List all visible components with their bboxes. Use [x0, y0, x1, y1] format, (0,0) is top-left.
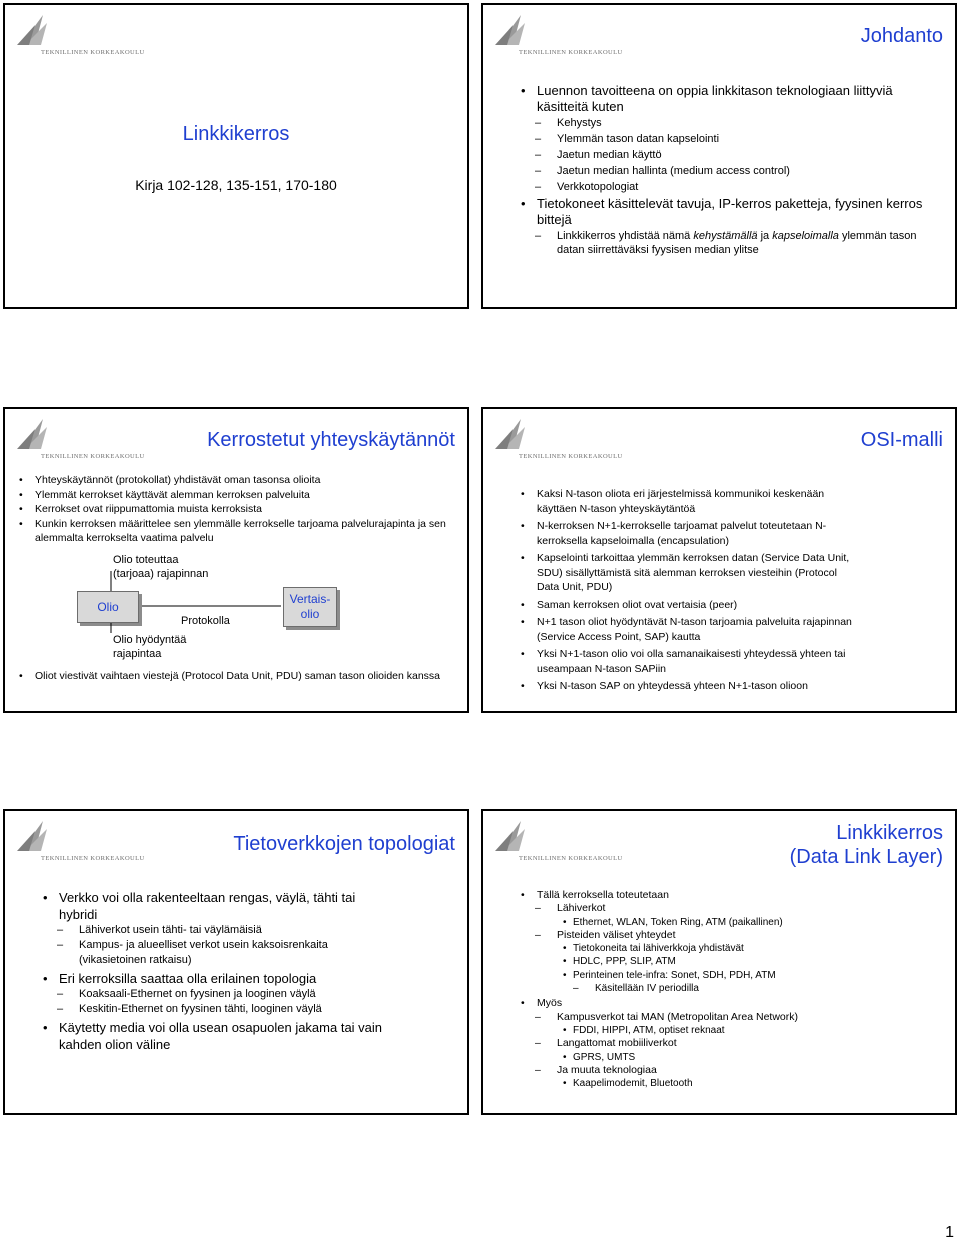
- slide-kerrostetut-yhteyskaytannot: [3, 407, 469, 713]
- list-item: • Kunkin kerroksen määrittelee sen ylemmälle kerrokselle tarjoama palvelurajapinta ja sen alemmalta kerrokselta vaatima palvelu: [35, 517, 455, 546]
- slide-title: OSI-malli: [860, 429, 943, 451]
- diagram-label-protocol: Protokolla: [181, 615, 230, 627]
- logo-wing-icon: [491, 415, 601, 455]
- diagram-box-olio: Olio: [77, 591, 139, 623]
- list-item: – Keskitin-Ethernet on fyysinen tähti, looginen väylä: [79, 1002, 389, 1017]
- diagram-box-vertaisolio: Vertais- olio: [283, 587, 337, 627]
- list-item: • Luennon tavoitteena on oppia linkkitason teknologiaan liittyviä käsitteitä kuten: [537, 83, 937, 115]
- slide-body: [537, 83, 937, 257]
- list-item: • Verkko voi olla rakenteeltaan rengas, väylä, tähti tai hybridi: [59, 889, 389, 923]
- list-item: • Tietokoneet käsittelevät tavuja, IP-kerros paketteja, fyysinen kerros bittejä: [537, 196, 937, 228]
- logo-wing-icon: [491, 11, 601, 51]
- slide-body-footer: [35, 669, 455, 683]
- list-item: • Kapselointi tarkoittaa ylemmän kerroksen datan (Service Data Unit, SDU) sisällyttämistä sitä alemman kerroksen viesteihin (Protocol Data Unit, PDU): [537, 551, 855, 595]
- list-item: • N-kerroksen N+1-kerrokselle tarjoamat palvelut toteutetaan N-kerroksella kapseloimalla (encapsulation): [537, 519, 855, 548]
- list-item: – Jaetun median käyttö: [557, 147, 937, 163]
- list-item: – Käsitellään IV periodilla: [595, 982, 937, 995]
- list-item: • Käytetty media voi olla usean osapuolen jakama tai vain kahden olion väline: [59, 1019, 389, 1053]
- list-item: • Kaksi N-tason oliota eri järjestelmissä kommunikoi keskenään käyttäen N-tason yhteyskäytäntöä: [537, 487, 855, 516]
- slide-johdanto: [481, 3, 957, 309]
- list-item: – Pisteiden väliset yhteydet: [557, 929, 937, 942]
- list-item: • GPRS, UMTS: [573, 1051, 937, 1064]
- university-logo: [491, 11, 623, 59]
- list-item: • Ethernet, WLAN, Token Ring, ATM (paikallinen): [573, 916, 937, 929]
- logo-text: TEKNILLINEN KORKEAKOULU: [41, 855, 145, 862]
- list-item: • Tällä kerroksella toteutetaan: [537, 889, 937, 902]
- list-item: – Koaksaali-Ethernet on fyysinen ja looginen väylä: [79, 987, 389, 1002]
- list-item: – Ja muuta teknologiaa: [557, 1064, 937, 1077]
- list-item: – Ylemmän tason datan kapselointi: [557, 131, 937, 147]
- list-item: • Yksi N-tason SAP on yhteydessä yhteen N+1-tason olioon: [537, 679, 855, 694]
- list-item: – Kampusverkot tai MAN (Metropolitan Area Network): [557, 1011, 937, 1024]
- list-item: • Perinteinen tele-infra: Sonet, SDH, PDH, ATM: [573, 969, 937, 982]
- diagram-connector-lines: [5, 409, 469, 713]
- list-item: • HDLC, PPP, SLIP, ATM: [573, 955, 937, 968]
- list-item: • Tietokoneita tai lähiverkkoja yhdistävät: [573, 942, 937, 955]
- slide-title: Linkkikerros (Data Link Layer): [789, 822, 943, 868]
- logo-text: TEKNILLINEN KORKEAKOULU: [519, 49, 623, 56]
- list-item: • N+1 tason oliot hyödyntävät N-tason tarjoamia palveluita rajapinnan (Service Access Point, SAP) kautta: [537, 615, 855, 644]
- list-item: – Verkkotopologiat: [557, 179, 937, 195]
- logo-wing-icon: [491, 817, 601, 857]
- logo-text: TEKNILLINEN KORKEAKOULU: [519, 855, 623, 862]
- university-logo: [13, 817, 145, 865]
- list-item: • Ylemmät kerrokset käyttävät alemman kerroksen palveluita: [35, 488, 455, 503]
- page-number: 1: [945, 1224, 954, 1241]
- list-item: • FDDI, HIPPI, ATM, optiset reknaat: [573, 1024, 937, 1037]
- slide-title: Tietoverkkojen topologiat: [233, 833, 455, 855]
- slide-title: Johdanto: [860, 25, 943, 47]
- list-item: – Kehystys: [557, 115, 937, 131]
- slide-osi-malli: [481, 407, 957, 713]
- list-item: • Kerrokset ovat riippumattomia muista kerroksista: [35, 502, 455, 517]
- slide-tietoverkkojen-topologiat: [3, 809, 469, 1115]
- slide-linkkikerros-data-link-layer: [481, 809, 957, 1115]
- logo-text: TEKNILLINEN KORKEAKOULU: [41, 453, 145, 460]
- list-item: – Lähiverkot: [557, 902, 937, 915]
- slide-title: Linkkikerros: [182, 123, 290, 145]
- university-logo: [491, 415, 623, 463]
- diagram-label-implements: Olio toteuttaa (tarjoaa) rajapinnan: [113, 554, 209, 580]
- list-item: – Linkkikerros yhdistää nämä kehystämällä ja kapseloimalla ylemmän tason datan siirrettäväksi fyysisen median ylitse: [557, 229, 937, 257]
- list-item: – Jaetun median hallinta (medium access control): [557, 163, 937, 179]
- slide-body: [59, 889, 389, 1053]
- list-item: • Kaapelimodemit, Bluetooth: [573, 1077, 937, 1090]
- list-item: – Kampus- ja alueelliset verkot usein kaksoisrenkaita (vikasietoinen ratkaisu): [79, 938, 389, 968]
- logo-wing-icon: [13, 11, 123, 51]
- list-item: • Saman kerroksen oliot ovat vertaisia (peer): [537, 598, 855, 613]
- list-item: • Eri kerroksilla saattaa olla erilainen topologia: [59, 970, 389, 987]
- list-item: • Yksi N+1-tason olio voi olla samanaikaisesti yhteydessä yhteen tai useampaan N-tason SAPiin: [537, 647, 855, 676]
- list-item: • Oliot viestivät vaihtaen viestejä (Protocol Data Unit, PDU) saman tason olioiden kanssa: [35, 669, 455, 683]
- slide-title: Kerrostetut yhteyskäytännöt: [207, 429, 455, 451]
- list-item: • Myös: [537, 997, 937, 1010]
- logo-text: TEKNILLINEN KORKEAKOULU: [519, 453, 623, 460]
- slide-subtitle: Kirja 102-128, 135-151, 170-180: [135, 177, 337, 193]
- university-logo: [13, 11, 145, 59]
- diagram-label-uses: Olio hyödyntää rajapintaa: [113, 634, 187, 660]
- logo-text: TEKNILLINEN KORKEAKOULU: [41, 49, 145, 56]
- list-item: – Lähiverkot usein tähti- tai väylämäisiä: [79, 923, 389, 938]
- slide-body: [537, 487, 855, 694]
- logo-wing-icon: [13, 817, 123, 857]
- list-item: – Langattomat mobiiliverkot: [557, 1037, 937, 1050]
- slide-body: [537, 889, 937, 1090]
- university-logo: [491, 817, 623, 865]
- list-item: • Yhteyskäytännöt (protokollat) yhdistävät oman tasonsa olioita: [35, 473, 455, 488]
- slide-linkkikerros-title: [3, 3, 469, 309]
